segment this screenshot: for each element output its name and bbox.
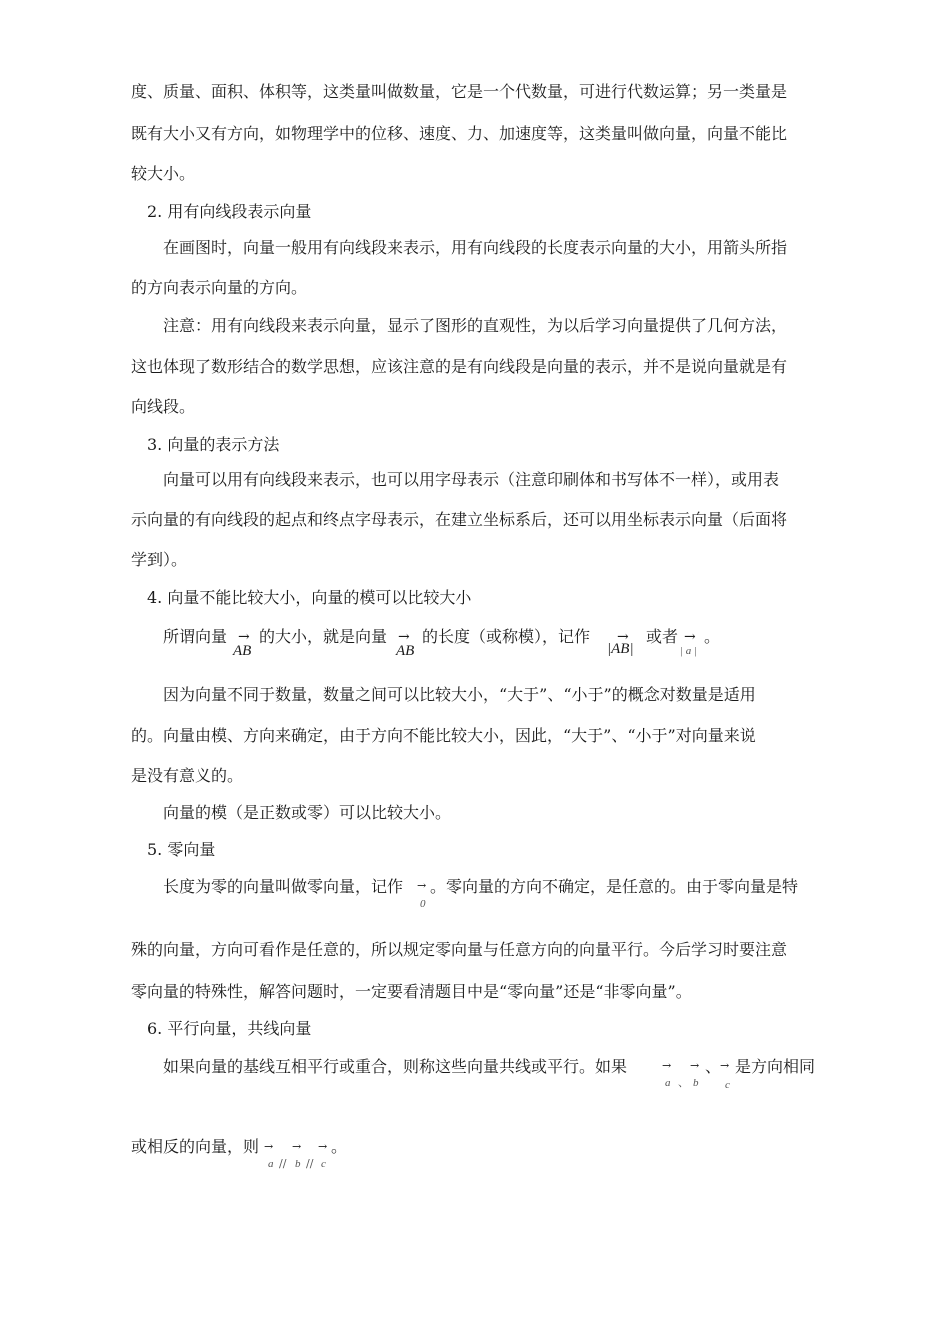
- paragraph-line: 向量的模（是正数或零）可以比较大小。: [163, 803, 452, 822]
- text-run: 所谓向量: [163, 627, 228, 646]
- arrow-icon: →: [617, 629, 629, 645]
- arrow-icon: →: [318, 1140, 328, 1153]
- arrow-icon: →: [238, 629, 250, 645]
- paragraph-line: 向量可以用有向线段来表示，也可以用字母表示（注意印刷体和书写体不一样），或用表: [163, 470, 780, 489]
- paragraph-line: 注意：用有向线段来表示向量，显示了图形的直观性，为以后学习向量提供了几何方法，: [163, 316, 788, 335]
- vector-label-ab: AB: [396, 643, 415, 659]
- arrow-icon: →: [417, 879, 427, 892]
- paragraph-line: 因为向量不同于数量，数量之间可以比较大小，“大于”、“小于”的概念对数量是适用: [163, 685, 756, 704]
- arrow-icon: →: [720, 1059, 730, 1072]
- paragraph-line: 殊的向量，方向可看作是任意的，所以规定零向量与任意方向的向量平行。今后学习时要注意: [131, 940, 788, 959]
- paragraph-line: 在画图时，向量一般用有向线段来表示，用有向线段的长度表示向量的大小，用箭头所指: [163, 238, 788, 257]
- arrow-icon: →: [292, 1140, 302, 1153]
- text-run: 或相反的向量，则: [131, 1137, 260, 1156]
- text-run: 的长度（或称模），记作: [422, 627, 591, 646]
- paragraph-line: 是没有意义的。: [131, 766, 244, 785]
- arrow-icon: →: [662, 1059, 672, 1072]
- paragraph-with-math: [163, 627, 227, 647]
- paragraph-line: 向线段。: [131, 397, 196, 416]
- text-run: 或者: [646, 627, 679, 646]
- vector-label-ab: AB: [233, 643, 252, 659]
- vector-label-c: c: [321, 1158, 326, 1170]
- text-run: 的大小，就是向量: [259, 627, 388, 646]
- paragraph-line: 学到）。: [131, 550, 188, 569]
- arrow-icon: →: [398, 629, 410, 645]
- vector-label-b: b: [693, 1077, 699, 1089]
- section-heading-3: 3. 向量的表示方法: [147, 435, 280, 454]
- text-run: 。: [331, 1137, 348, 1156]
- section-heading-4: 4. 向量不能比较大小，向量的模可以比较大小: [147, 588, 472, 607]
- text-run: 、: [705, 1057, 722, 1076]
- vector-label-b: b: [295, 1158, 301, 1170]
- paragraph-line: 零向量的特殊性，解答问题时，一定要看清题目中是“零向量”还是“非零向量”。: [131, 982, 692, 1001]
- vector-label-a: a: [665, 1077, 671, 1089]
- text-run: 。零向量的方向不确定，是任意的。由于零向量是特: [430, 877, 799, 896]
- paragraph-line: 的。向量由模、方向来确定，由于方向不能比较大小，因此，“大于”、“小于”对向量来说: [131, 726, 756, 745]
- text-run: 是方向相同: [735, 1057, 816, 1076]
- magnitude-ab: |AB|: [607, 641, 634, 657]
- section-heading-5: 5. 零向量: [147, 840, 216, 859]
- section-heading-2: 2. 用有向线段表示向量: [147, 202, 312, 221]
- arrow-icon: →: [684, 629, 696, 645]
- separator: 、: [678, 1076, 689, 1089]
- paragraph-line: 的方向表示向量的方向。: [131, 278, 308, 297]
- paragraph-line: 示向量的有向线段的起点和终点字母表示，在建立坐标系后，还可以用坐标表示向量（后面将: [131, 510, 788, 529]
- text-run: 如果向量的基线互相平行或重合，则称这些向量共线或平行。如果: [163, 1057, 628, 1076]
- paragraph-line: 既有大小又有方向，如物理学中的位移、速度、力、加速度等，这类量叫做向量，向量不能比: [131, 124, 788, 143]
- text-run: 长度为零的向量叫做零向量，记作: [163, 877, 404, 896]
- paragraph-line: 度、质量、面积、体积等，这类量叫做数量，它是一个代数量，可进行代数运算；另一类量是: [131, 82, 788, 101]
- section-heading-6: 6. 平行向量，共线向量: [147, 1019, 312, 1038]
- vector-label-c: c: [725, 1079, 730, 1091]
- paragraph-line: 这也体现了数形结合的数学思想，应该注意的是有向线段是向量的表示，并不是说向量就是有: [131, 357, 788, 376]
- paragraph-line: 较大小。: [131, 164, 196, 183]
- magnitude-a: | a |: [680, 645, 698, 657]
- vector-label-a: a: [268, 1158, 274, 1170]
- parallel-symbol: //: [306, 1157, 314, 1170]
- parallel-symbol: //: [279, 1157, 287, 1170]
- arrow-icon: →: [264, 1140, 274, 1153]
- arrow-icon: →: [690, 1059, 700, 1072]
- zero-label: 0: [420, 898, 426, 910]
- text-run: 。: [704, 627, 721, 646]
